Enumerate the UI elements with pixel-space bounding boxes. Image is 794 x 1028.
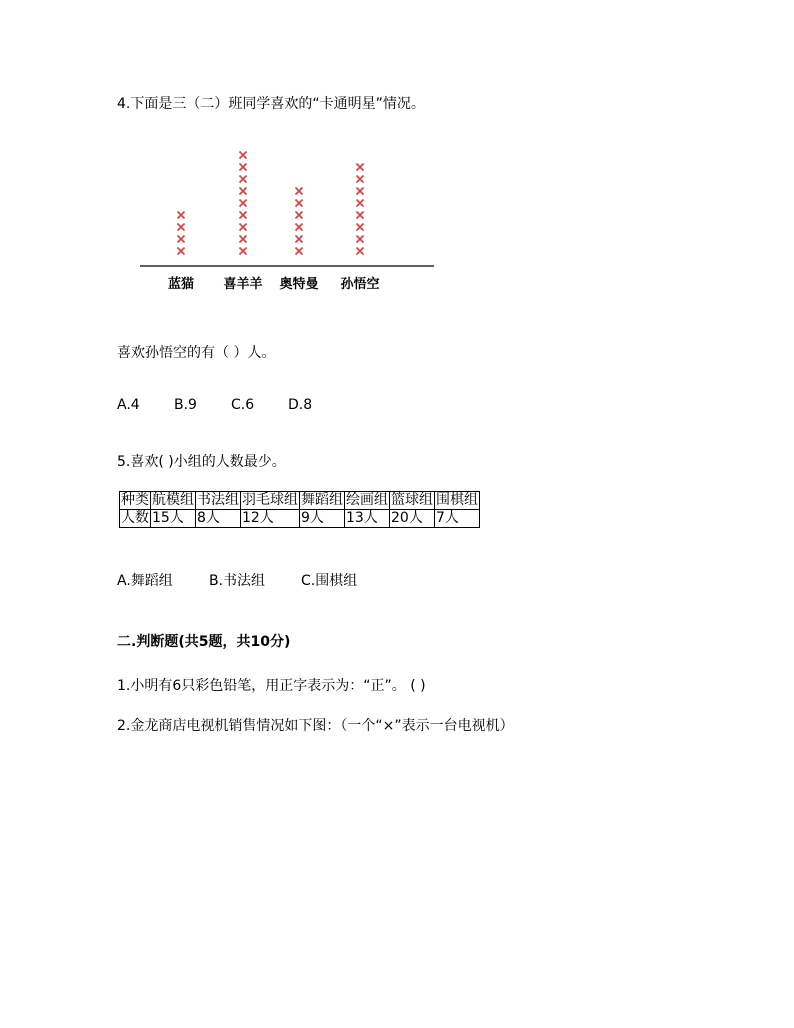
pictograph-mark [357, 200, 364, 207]
judge-question-2: 2.金龙商店电视机销售情况如下图：（一个“×”表示一台电视机） [117, 718, 514, 734]
table-cell: 15人 [151, 510, 196, 528]
category-label: 喜羊羊 [223, 277, 263, 292]
pictograph-mark [240, 188, 247, 195]
table-cell: 舞蹈组 [301, 492, 343, 508]
table-cell: 绘画组 [346, 492, 388, 508]
table-cell: 9人 [300, 510, 345, 528]
table-row [120, 510, 480, 528]
pictograph-mark [240, 200, 247, 207]
option-b: B.书法组 [209, 573, 266, 589]
category-label: 奥特曼 [279, 277, 319, 292]
pictograph-chart [135, 145, 445, 300]
table-cell: 12人 [241, 510, 300, 528]
pictograph-mark [178, 212, 185, 219]
pictograph-mark [296, 236, 303, 243]
table-cell: 7人 [435, 510, 480, 528]
option-c: C.围棋组 [301, 573, 358, 589]
pictograph-mark [240, 236, 247, 243]
pictograph-mark [240, 176, 247, 183]
pictograph-mark [178, 236, 185, 243]
pictograph-mark [240, 152, 247, 159]
pictograph-mark [296, 224, 303, 231]
pictograph-mark [296, 248, 303, 255]
option-d: D.8 [288, 397, 313, 413]
option-b: B.9 [174, 397, 197, 413]
option-c: C.6 [231, 397, 255, 413]
group-count-table [119, 491, 480, 528]
pictograph-mark [178, 224, 185, 231]
question-4-text: 4.下面是三（二）班同学喜欢的“卡通明星”情况。 [117, 96, 425, 112]
judge-question-1: 1.小明有6只彩色铅笔，用正字表示为：“正”。 ( ) [117, 678, 426, 694]
table-cell: 航模组 [152, 492, 194, 508]
pictograph-mark [240, 224, 247, 231]
table-cell: 人数 [121, 510, 149, 526]
pictograph-mark [357, 164, 364, 171]
section-title: 二.判断题(共5题，共10分) [117, 634, 291, 650]
pictograph-mark [357, 236, 364, 243]
table-cell: 书法组 [197, 492, 239, 508]
pictograph-mark [357, 188, 364, 195]
table-cell: 8人 [196, 510, 241, 528]
table-cell: 羽毛球组 [242, 492, 298, 508]
pictograph-mark [240, 248, 247, 255]
table-cell: 围棋组 [436, 492, 478, 508]
table-cell: 篮球组 [391, 492, 433, 508]
pictograph-mark [296, 212, 303, 219]
pictograph-mark [296, 188, 303, 195]
pictograph-mark [357, 212, 364, 219]
category-label: 蓝猫 [167, 277, 195, 292]
category-label: 孙悟空 [340, 277, 380, 292]
question-5-text: 5.喜欢( )小组的人数最少。 [117, 454, 286, 470]
question-4-prompt: 喜欢孙悟空的有（ ）人。 [117, 345, 276, 361]
pictograph-mark [240, 164, 247, 171]
pictograph-mark [296, 200, 303, 207]
pictograph-mark [240, 212, 247, 219]
table-cell: 13人 [345, 510, 390, 528]
pictograph-mark [357, 176, 364, 183]
option-a: A.舞蹈组 [117, 573, 173, 589]
pictograph-mark [178, 248, 185, 255]
table-header-row [120, 492, 480, 510]
option-a: A.4 [117, 397, 140, 413]
table-cell: 种类 [121, 492, 149, 508]
pictograph-mark [357, 224, 364, 231]
pictograph-mark [357, 248, 364, 255]
table-cell: 20人 [390, 510, 435, 528]
